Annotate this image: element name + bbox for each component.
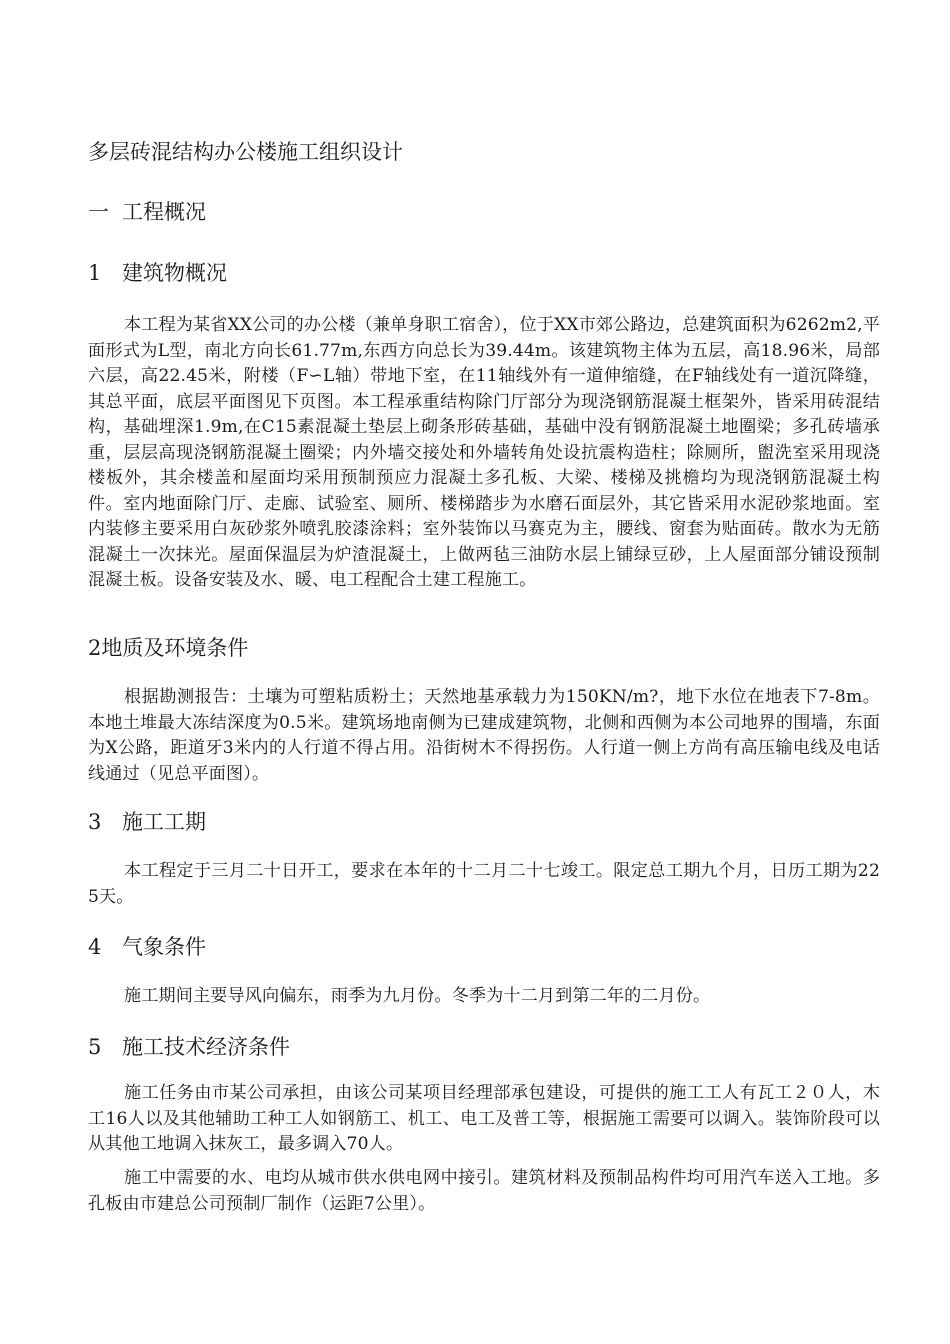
section-title: 工程概况 bbox=[122, 200, 206, 224]
subsection-number: 2 bbox=[88, 636, 102, 660]
subsection-heading-schedule bbox=[88, 807, 206, 837]
subsection-heading-building bbox=[88, 258, 227, 288]
paragraph-schedule: 本工程定于三月二十日开工，要求在本年的十二月二十七竣工。限定总工期九个月，日历工期为225天。 bbox=[88, 861, 880, 907]
paragraph-weather: 施工期间主要导风向偏东，雨季为九月份。冬季为十二月到第二年的二月份。 bbox=[124, 986, 711, 1006]
section-heading-overview bbox=[88, 197, 206, 227]
document-title: 多层砖混结构办公楼施工组织设计 bbox=[88, 140, 403, 164]
subsection-heading-economics bbox=[88, 1032, 290, 1062]
paragraph-geology: 根据勘测报告：土壤为可塑粘质粉土；天然地基承载力为150KN/m?，地下水位在地表下7-8m。本地土堆最大冻结深度为0.5米。建筑场地南侧为已建成建筑物，北侧和西侧为本公司地界的围墙，东面为X公路，距道牙3米内的人行道不得占用。沿街树木不得拐伤。人行道一侧上方尚有高压输电线及电话线通过（见总平面图）。 bbox=[88, 687, 880, 784]
subsection-title: 施工工期 bbox=[122, 810, 206, 834]
subsection-heading-weather bbox=[88, 932, 206, 962]
subsection-title: 施工技术经济条件 bbox=[122, 1035, 290, 1059]
subsection-title: 气象条件 bbox=[122, 935, 206, 959]
subsection-number: 5 bbox=[88, 1035, 102, 1059]
subsection-number: 3 bbox=[88, 810, 102, 834]
subsection-title: 建筑物概况 bbox=[122, 261, 227, 285]
subsection-title: 地质及环境条件 bbox=[101, 636, 249, 660]
paragraph-building-overview: 本工程为某省XX公司的办公楼（兼单身职工宿舍），位于XX市郊公路边，总建筑面积为6262m2,平面形式为L型，南北方向长61.77m,东西方向总长为39.44m。该建筑物主体为五层，高18.96米，局部六层，高22.45米，附楼（F∽L轴）带地下室，在11轴线外有一道伸缩缝，在F轴线处有一道沉降缝，其总平面，底层平面图见下页图。本工程承重结构除门厅部分为现浇钢筋混凝土框架外，皆采用砖混结构，基础埋深1.9m,在C15素混凝土垫层上砌条形砖基础，基础中没有钢筋混凝土地圈梁；多孔砖墙承重，层层高现浇钢筋混凝土圈梁；内外墙交接处和外墙转角处设抗震构造柱；除厕所，盥洗室采用现浇楼板外，其余楼盖和屋面均采用预制预应力混凝土多孔板、大梁、楼梯及挑檐均为现浇钢筋混凝土构件。室内地面除门厅、走廊、试验室、厕所、楼梯踏步为水磨石面层外，其它皆采用水泥砂浆地面。室内装修主要采用白灰砂浆外喷乳胶漆涂料；室外装饰以马赛克为主，腰线、窗套为贴面砖。散水为无筋混凝土一次抹光。屋面保温层为炉渣混凝土，上做两毡三油防水层上铺绿豆砂，上人屋面部分铺设预制混凝土板。设备安装及水、暖、电工程配合土建工程施工。 bbox=[88, 315, 880, 590]
subsection-number: 1 bbox=[88, 261, 102, 285]
subsection-heading-geology bbox=[88, 633, 248, 663]
paragraph-labor: 施工任务由市某公司承担，由该公司某项目经理部承包建设，可提供的施工工人有瓦工２０人，木工16人以及其他辅助工种工人如钢筋工、机工、电工及普工等，根据施工需要可以调入。装饰阶段可以从其他工地调入抹灰工，最多调入70人。 bbox=[88, 1083, 880, 1154]
section-number: 一 bbox=[88, 200, 109, 224]
paragraph-utilities: 施工中需要的水、电均从城市供水供电网中接引。建筑材料及预制品构件均可用汽车送入工地。多孔板由市建总公司预制厂制作（运距7公里）。 bbox=[88, 1168, 880, 1214]
subsection-number: 4 bbox=[88, 935, 102, 959]
